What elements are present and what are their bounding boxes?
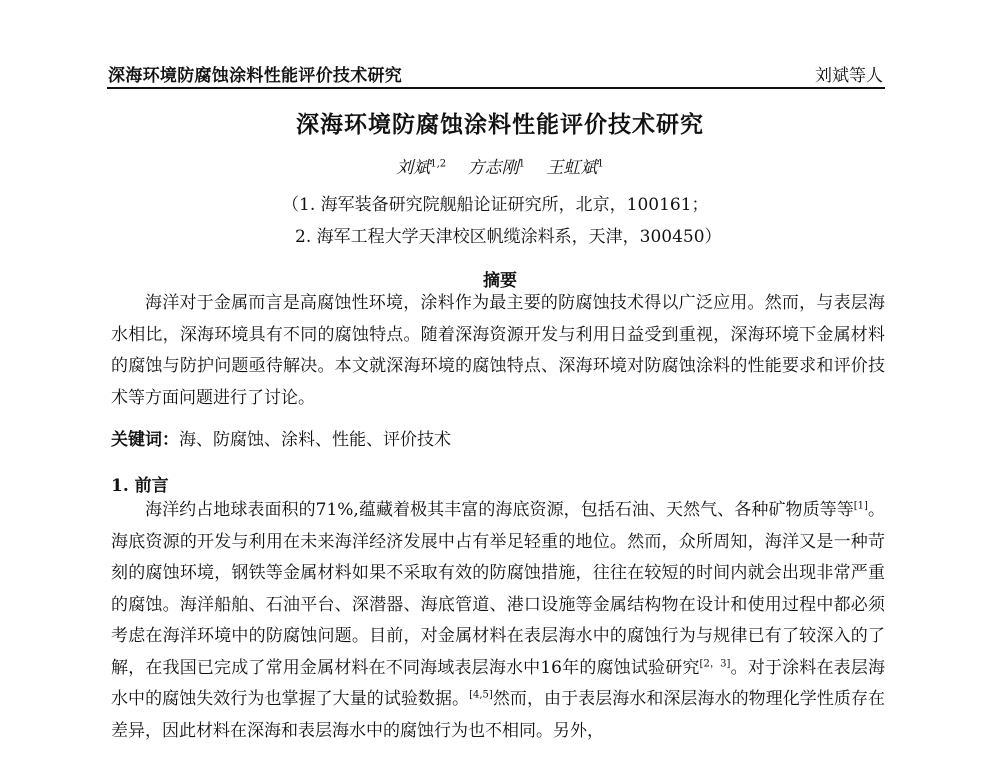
affiliation-2: 2. 海军工程大学天津校区帆缆涂料系，天津，300450） bbox=[295, 227, 722, 247]
author-list bbox=[0, 153, 1000, 178]
abstract-heading: 摘要 bbox=[483, 271, 517, 291]
intro-paragraph bbox=[111, 495, 885, 747]
author-3 bbox=[546, 158, 603, 178]
author-2 bbox=[468, 158, 525, 178]
author-name: 方志刚 bbox=[467, 158, 519, 178]
intro-text-3: 。对于涂料在表层海水中的腐蚀失效行为也掌握了大量的试验数据。 bbox=[111, 657, 886, 709]
paper-title: 深海环境防腐蚀涂料性能评价技术研究 bbox=[296, 111, 704, 138]
citation-3: [4,5] bbox=[469, 689, 493, 701]
affiliation-1: （1. 海军装备研究院舰船论证研究所，北京，100161； bbox=[282, 195, 709, 215]
author-1 bbox=[396, 158, 446, 178]
running-header-title: 深海环境防腐蚀涂料性能评价技术研究 bbox=[108, 66, 403, 86]
running-header bbox=[107, 57, 885, 89]
citation-1: [1] bbox=[853, 500, 868, 512]
intro-text-4: 然而，由于表层海水和深层海水的物理化学性质存在差异，因此材料在深海和表层海水中的腐蚀行为也不相同。另外， bbox=[111, 689, 886, 741]
author-affiliation-mark: 1 bbox=[597, 158, 604, 170]
author-affiliation-mark: 1,2 bbox=[430, 158, 447, 170]
abstract-text: 海洋对于金属而言是高腐蚀性环境，涂料作为最主要的防腐蚀技术得以广泛应用。然而，与表层海水相比，深海环境具有不同的腐蚀特点。随着深海资源开发与利用日益受到重视，深海环境下金属材料的腐蚀与防护问题亟待解决。本文就深海环境的腐蚀特点、深海环境对防腐蚀涂料的性能要求和评价技术等方面问题进行了讨论。 bbox=[111, 293, 885, 408]
keywords-text: 海、防腐蚀、涂料、性能、评价技术 bbox=[179, 430, 451, 450]
author-affiliation-mark: 1 bbox=[518, 158, 525, 170]
author-name: 王虹斌 bbox=[546, 158, 598, 178]
running-header-authors: 刘斌等人 bbox=[815, 66, 883, 86]
intro-text-2: 。海底资源的开发与利用在未来海洋经济发展中占有举足轻重的地位。然而，众所周知，海洋又是一种苛刻的腐蚀环境，钢铁等金属材料如果不采取有效的防腐蚀措施，往往在较短的时间内就会出现非常严重的腐蚀。海洋船舶、石油平台、深潜器、海底管道、港口设施等金属结构物在设计和使用过程中都必须考虑在海洋环境中的防腐蚀问题。目前，对金属材料在表层海水中的腐蚀行为与规律已有了较深入的了解，在我国已完成了常用金属材料在不同海域表层海水中16年的腐蚀试验研究 bbox=[111, 500, 886, 678]
section-heading: 1. 前言 bbox=[111, 476, 169, 496]
intro-text-1: 海洋约占地球表面积的71%,蕴藏着极其丰富的海底资源，包括石油、天然气、各种矿物质等等 bbox=[145, 500, 854, 520]
keywords-label: 关键词： bbox=[111, 430, 179, 450]
author-name: 刘斌 bbox=[396, 158, 431, 178]
keywords bbox=[111, 425, 451, 450]
citation-2: [2，3] bbox=[699, 657, 731, 669]
